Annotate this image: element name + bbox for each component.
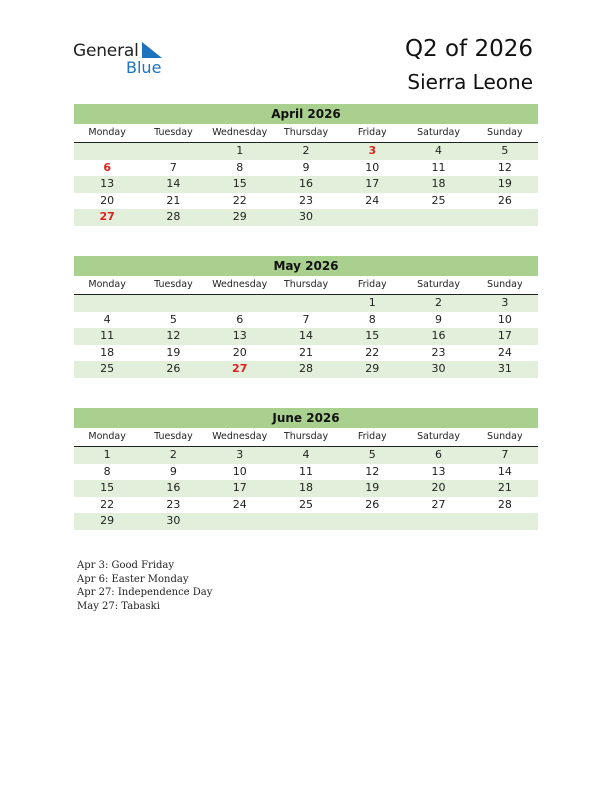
date-cell: 24 [365,193,380,207]
date-cell: 16 [298,177,313,190]
date-cell: 7 [501,448,509,461]
date-cell: 4 [103,312,111,326]
date-cell: 11 [298,464,313,478]
date-cell: 24 [232,497,247,511]
weekday-label: Saturday [417,431,460,442]
weekday-label: Saturday [417,279,460,290]
date-cell: 28 [298,362,313,375]
date-cell: 4 [302,448,310,461]
weekday-header-row [74,428,538,447]
date-cell: 6 [236,312,244,326]
empty-date-cell [339,513,405,530]
weekday-label: Monday [88,279,126,290]
date-cell: 13 [100,177,115,190]
date-cell: 21 [497,481,512,494]
weekday-label: Monday [88,431,126,442]
date-cell: 9 [169,464,177,478]
week-row [74,209,538,226]
week-row [74,447,538,464]
date-cell: 20 [232,345,247,359]
holiday-note: Apr 3: Good Friday [77,560,175,571]
holiday-date-cell: 3 [368,144,377,157]
date-cell: 11 [431,160,446,174]
month-calendar-april [74,104,538,226]
date-cell: 22 [365,345,380,359]
weekday-label: Wednesday [212,431,268,442]
weekday-label: Thursday [283,279,329,290]
date-cell: 20 [431,481,446,494]
date-cell: 14 [497,464,512,478]
page-title: Q2 of 2026 [404,36,533,62]
date-cell: 7 [302,312,310,326]
date-cell: 26 [166,362,181,375]
date-cell: 29 [232,210,247,223]
weekday-label: Wednesday [212,127,268,138]
date-cell: 18 [431,177,446,190]
date-cell: 10 [497,312,512,326]
date-cell: 2 [302,144,310,157]
empty-date-cell [339,209,405,226]
empty-date-cell [140,295,206,312]
date-cell: 10 [232,464,247,478]
date-cell: 17 [365,177,380,190]
week-row [74,312,538,329]
empty-date-cell [207,295,273,312]
week-row [74,193,538,210]
date-cell: 24 [497,345,512,359]
week-row [74,480,538,497]
date-cell: 16 [166,481,181,494]
date-cell: 30 [431,362,446,375]
empty-date-cell [273,295,339,312]
date-cell: 12 [166,329,181,342]
holiday-date-cell: 27 [232,362,248,375]
holiday-date-cell: 6 [103,160,111,174]
date-cell: 3 [501,296,509,309]
month-calendar-may [74,256,538,378]
date-cell: 21 [166,193,181,207]
weekday-label: Sunday [487,279,523,290]
date-cell: 5 [501,144,509,157]
month-calendar-june [74,408,538,530]
date-cell: 12 [365,464,380,478]
holiday-note: May 27: Tabaski [77,600,160,612]
empty-date-cell [207,513,273,530]
country-name: Sierra Leone [407,70,533,94]
date-cell: 13 [232,329,247,342]
date-cell: 23 [431,345,446,359]
date-cell: 9 [302,160,310,174]
weekday-label: Friday [357,127,387,138]
empty-date-cell [472,209,538,226]
week-row [74,160,538,177]
weekday-label: Sunday [487,127,523,138]
date-cell: 4 [435,144,443,157]
date-cell: 14 [166,177,181,190]
week-row [74,345,538,362]
empty-date-cell [273,513,339,530]
weekday-label: Saturday [417,127,460,138]
date-cell: 25 [100,362,115,375]
holiday-date-cell: 27 [99,210,115,223]
month-title: May 2026 [74,256,538,276]
weekday-label: Friday [357,431,387,442]
date-cell: 31 [497,362,512,375]
date-cell: 22 [100,497,115,511]
week-row [74,328,538,345]
date-cell: 10 [365,160,380,174]
date-cell: 13 [431,464,446,478]
empty-date-cell [405,513,471,530]
date-cell: 18 [100,345,115,359]
date-cell: 5 [169,312,177,326]
empty-date-cell [472,513,538,530]
date-cell: 29 [100,514,115,527]
weekday-label: Friday [357,279,387,290]
week-row [74,464,538,481]
date-cell: 25 [431,193,446,207]
empty-date-cell [74,143,140,160]
date-cell: 1 [368,296,376,309]
date-cell: 14 [298,329,313,342]
date-cell: 21 [298,345,313,359]
date-cell: 6 [435,448,443,461]
date-cell: 15 [365,329,380,342]
generalblue-logo [73,41,173,81]
date-cell: 22 [232,193,247,207]
date-cell: 9 [435,312,443,326]
week-row [74,143,538,160]
date-cell: 26 [497,193,512,207]
date-cell: 7 [169,160,177,174]
date-cell: 26 [365,497,380,511]
date-cell: 5 [368,448,376,461]
month-title: June 2026 [74,408,538,428]
date-cell: 8 [236,160,244,174]
holiday-note: Apr 27: Independence Day [77,587,213,598]
date-cell: 16 [431,329,446,342]
date-cell: 19 [365,481,380,494]
week-row [74,497,538,514]
week-row [74,295,538,312]
week-row [74,361,538,378]
date-cell: 23 [298,193,313,207]
date-cell: 28 [497,497,512,511]
date-cell: 15 [100,481,115,494]
date-cell: 18 [298,481,313,494]
weekday-label: Wednesday [212,279,268,290]
logo-triangle-icon [142,42,162,58]
date-cell: 11 [100,329,115,342]
weekday-header-row [74,276,538,295]
date-cell: 3 [236,448,244,461]
date-cell: 23 [166,497,181,511]
weekday-label: Tuesday [154,279,193,290]
date-cell: 25 [298,497,313,511]
date-cell: 20 [100,193,115,207]
date-cell: 12 [497,160,512,174]
empty-date-cell [74,295,140,312]
date-cell: 2 [435,296,443,309]
date-cell: 30 [298,210,313,223]
week-row [74,176,538,193]
date-cell: 15 [232,177,247,190]
weekday-label: Monday [88,127,126,138]
date-cell: 29 [365,362,380,375]
date-cell: 1 [236,144,244,157]
date-cell: 8 [368,312,376,326]
date-cell: 28 [166,210,181,223]
date-cell: 19 [166,345,181,359]
date-cell: 2 [169,448,177,461]
holiday-notes [77,559,212,613]
logo-text-blue: Blue [126,58,162,77]
holiday-note: Apr 6: Easter Monday [77,573,189,585]
date-cell: 19 [497,177,512,190]
weekday-label: Thursday [283,431,329,442]
weekday-label: Thursday [283,127,329,138]
weekday-label: Tuesday [154,127,193,138]
weekday-header-row [74,124,538,143]
logo-text-general: General [73,41,139,61]
date-cell: 30 [166,514,181,527]
date-cell: 1 [103,448,111,461]
month-title: April 2026 [74,104,538,124]
empty-date-cell [405,209,471,226]
date-cell: 27 [431,497,446,511]
date-cell: 17 [497,329,512,342]
weekday-label: Tuesday [154,431,193,442]
weekday-label: Sunday [487,431,523,442]
date-cell: 8 [103,464,111,478]
date-cell: 17 [232,481,247,494]
empty-date-cell [140,143,206,160]
week-row [74,513,538,530]
